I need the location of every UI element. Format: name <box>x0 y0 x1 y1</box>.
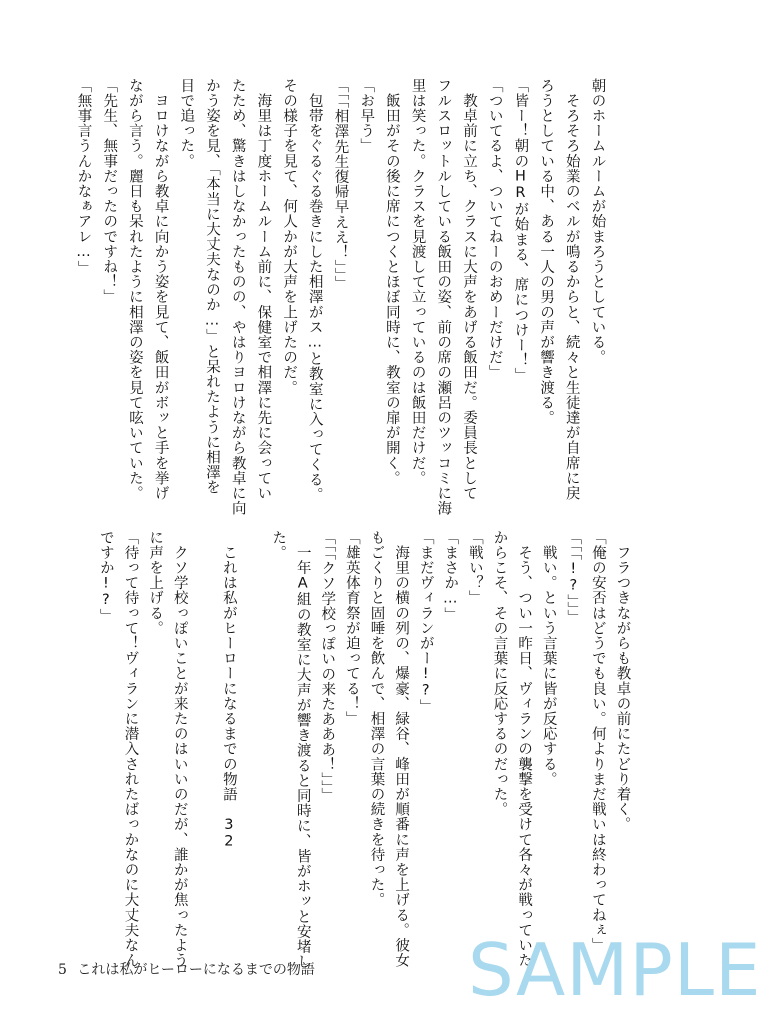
text-column: 海里の横の列の、爆豪、緑谷、峰田が順番に声を上げる。彼女 <box>393 530 410 968</box>
text-column: 「まさか…」 <box>442 530 459 623</box>
text-column: 「皆ー！朝のHRが始まる、席につけー！」 <box>512 78 529 383</box>
text-column: ろうとしている中、ある一人の男の声が響き渡る。 <box>538 78 555 426</box>
text-column: からこそ、その言葉に反応するのだった。 <box>491 530 508 817</box>
book-title: これは私がヒーローになるまでの物語 <box>77 962 315 978</box>
sample-watermark: SAMPLE <box>468 928 761 1012</box>
text-column: 教卓前に立ち、クラスに大声をあげる飯田だ。委員長として <box>461 78 477 501</box>
text-column: た。 <box>270 530 287 561</box>
page-number: 5 <box>58 962 67 978</box>
text-column: 里は笑った。クラスを見渡して立っているのは飯田だけだ。 <box>409 78 426 486</box>
text-column: に声を上げる。 <box>147 530 164 636</box>
text-column: 「「「!?」」」 <box>565 530 582 625</box>
text-column: 「「「相澤先生復帰早ええ！」」」 <box>332 78 349 291</box>
text-column: 「「「クソ学校っぽいの来たあああ！」」」 <box>319 530 336 803</box>
text-column: フラつきながらも教卓の前にたどり着く。 <box>614 530 631 832</box>
text-column: 包帯をぐるぐる巻きにした相澤がス…と教室に入ってくる。 <box>306 78 323 503</box>
text-column: 「待って待って！ヴィランに潜入されたばっかなのに大丈夫なん <box>122 530 139 968</box>
text-column: 海里は丁度ホームルーム前に、保健室で相澤に先に会ってい <box>255 78 272 501</box>
text-column: 「雄英体育祭が迫ってる！」 <box>343 530 360 727</box>
text-column: もごくりと固唾を飲んで、相澤の言葉の続きを待った。 <box>368 530 385 908</box>
text-column: 目で追った。 <box>178 78 195 169</box>
page-footer <box>58 959 315 979</box>
text-column: クソ学校っぽいことが来たのはいいのだが、誰かが焦ったよう <box>171 530 188 968</box>
text-column: そう、つい一昨日、ヴィランの襲撃を受けて各々が戦っていた <box>516 530 533 968</box>
text-column: ながら言う。麗日も呆れたように相澤の姿を見て呟いていた。 <box>126 78 143 501</box>
text-column: その様子を見て、何人かが大声を上げたのだ。 <box>281 78 298 396</box>
text-column: 「まだヴィランがー!?」 <box>417 530 434 715</box>
text-column: 一年A組の教室に大声が響き渡ると同時に、皆がホッと安堵し <box>294 530 311 970</box>
text-column: そろそろ始業のベルが鳴るからと、続々と生徒達が自席に戻 <box>563 78 580 501</box>
text-column: 戦い。という言葉に皆が反応する。 <box>540 530 557 787</box>
text-column: これは私がヒーローになるまでの物語 32 <box>220 530 237 851</box>
text-column: 「お早う」 <box>358 78 375 154</box>
text-column: 「戦い？」 <box>466 530 483 606</box>
text-column: 「無事言うんかなぁアレ…」 <box>75 78 92 276</box>
text-column: ですか!?」 <box>97 530 114 624</box>
text-column: たため、驚きはしなかったものの、やはりヨロけながら教卓に向 <box>229 78 246 516</box>
text-column: 朝のホームルームが始まろうとしている。 <box>589 78 606 365</box>
text-column: 「俺の安否はどうでも良い。何よりまだ戦いは終わってねぇ」 <box>589 530 606 953</box>
text-column: 「ついてるよ、ついてねーのおめーだけだ」 <box>486 78 503 380</box>
text-column: フルスロットルしている飯田の姿、前の席の瀬呂のツッコミに海 <box>435 78 452 516</box>
text-column: ヨロけながら教卓に向かう姿を見て、飯田がボッと手を挙げ <box>152 78 169 501</box>
text-column: かう姿を見、「本当に大丈夫なのか…」と呆れたように相澤を <box>204 78 220 496</box>
text-column: 「先生、無事だったのですね！」 <box>101 78 118 305</box>
text-column: 飯田がその後に席につくとほぼ同時に、教室の扉が開く。 <box>383 78 400 486</box>
